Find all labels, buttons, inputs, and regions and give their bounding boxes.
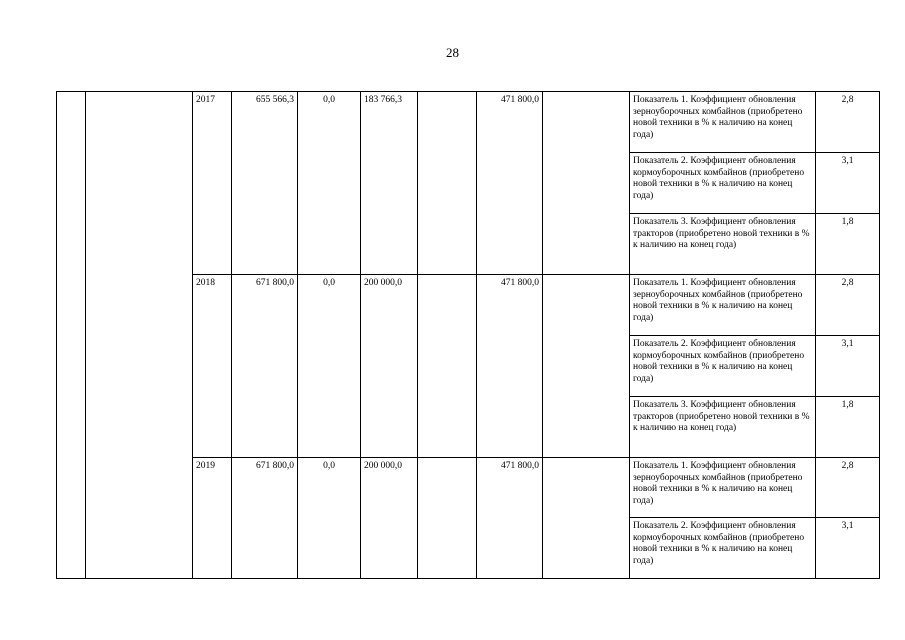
indicator-text: Показатель 2. Коэффициент обновления кормоуборочных комбайнов (приобретено новой техники в % к наличию на конец года): [630, 336, 816, 397]
value-cell: 183 766,3: [361, 92, 418, 275]
program-table: [56, 91, 880, 579]
value-cell: 0,0: [298, 275, 361, 458]
value-cell: 200 000,0: [361, 275, 418, 458]
empty-cell: [57, 92, 86, 579]
value-cell: 0,0: [298, 458, 361, 579]
year-cell: 2017: [193, 92, 232, 275]
value-cell: [418, 275, 477, 458]
value-cell: 471 800,0: [477, 458, 543, 579]
value-cell: 471 800,0: [477, 275, 543, 458]
indicator-value: 3,1: [816, 518, 880, 579]
value-cell: 471 800,0: [477, 92, 543, 275]
year-cell: 2018: [193, 275, 232, 458]
indicator-value: 3,1: [816, 153, 880, 214]
indicator-text: Показатель 1. Коэффициент обновления зерноуборочных комбайнов (приобретено новой техники в % к наличию на конец года): [630, 458, 816, 518]
value-cell: 0,0: [298, 92, 361, 275]
value-cell: [418, 458, 477, 579]
indicator-value: 3,1: [816, 336, 880, 397]
indicator-value: 1,8: [816, 397, 880, 458]
value-cell: 200 000,0: [361, 458, 418, 579]
indicator-value: 1,8: [816, 214, 880, 275]
indicator-text: Показатель 2. Коэффициент обновления кормоуборочных комбайнов (приобретено новой техники в % к наличию на конец года): [630, 153, 816, 214]
indicator-text: Показатель 3. Коэффициент обновления тракторов (приобретено новой техники в % к наличию на конец года): [630, 214, 816, 275]
total-cell: 655 566,3: [232, 92, 298, 275]
indicator-value: 2,8: [816, 458, 880, 518]
value-cell: [418, 92, 477, 275]
total-cell: 671 800,0: [232, 275, 298, 458]
total-cell: 671 800,0: [232, 458, 298, 579]
page-number: 28: [446, 45, 459, 60]
year-cell: 2019: [193, 458, 232, 579]
value-cell: [543, 458, 630, 579]
indicator-value: 2,8: [816, 92, 880, 153]
indicator-value: 2,8: [816, 275, 880, 336]
table-row: [57, 92, 880, 153]
value-cell: [543, 92, 630, 275]
empty-cell: [86, 92, 193, 579]
indicator-text: Показатель 1. Коэффициент обновления зерноуборочных комбайнов (приобретено новой техники в % к наличию на конец года): [630, 275, 816, 336]
indicator-text: Показатель 1. Коэффициент обновления зерноуборочных комбайнов (приобретено новой техники в % к наличию на конец года): [630, 92, 816, 153]
value-cell: [543, 275, 630, 458]
indicator-text: Показатель 2. Коэффициент обновления кормоуборочных комбайнов (приобретено новой техники в % к наличию на конец года): [630, 518, 816, 579]
indicator-text: Показатель 3. Коэффициент обновления тракторов (приобретено новой техники в % к наличию на конец года): [630, 397, 816, 458]
